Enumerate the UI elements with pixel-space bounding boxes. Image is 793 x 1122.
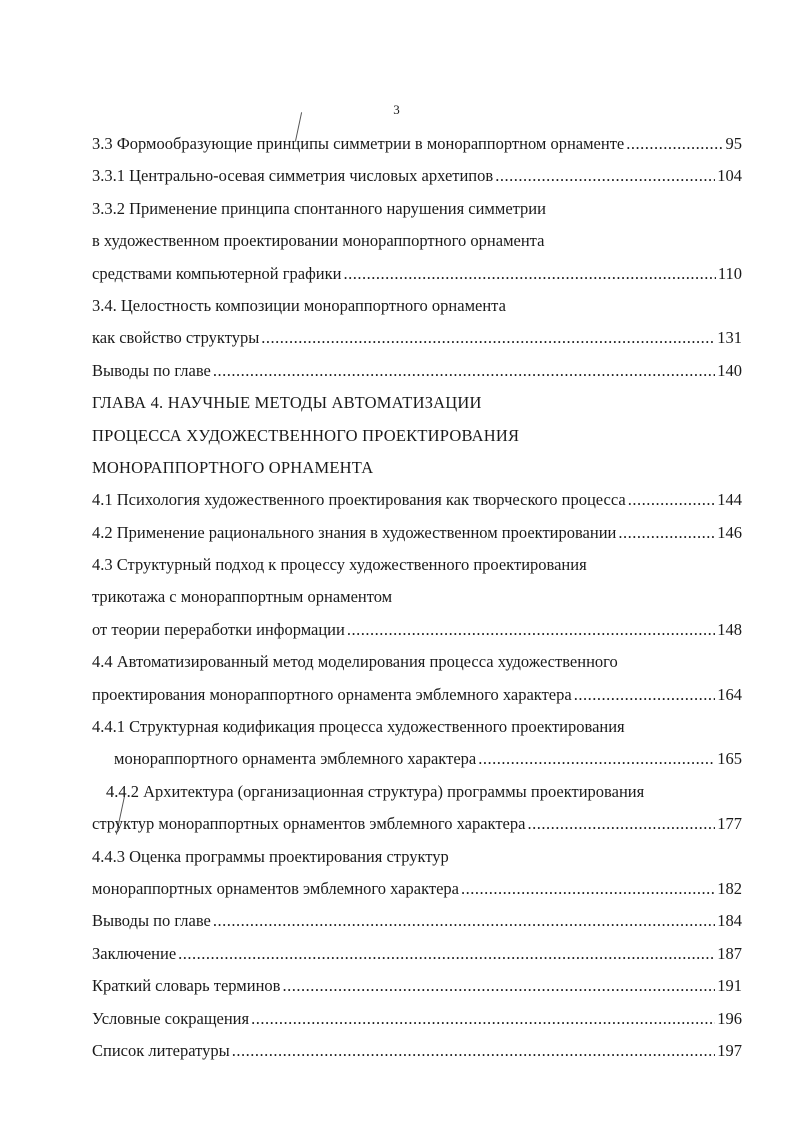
toc-page-number: 191 <box>717 976 742 996</box>
toc-page-number: 196 <box>717 1008 742 1028</box>
toc-entry <box>92 873 742 905</box>
toc-page-number: 165 <box>717 749 742 769</box>
toc-entry <box>92 1003 742 1035</box>
toc-leader-dots <box>347 614 715 646</box>
toc-entry-title: 4.4 Автоматизированный метод моделирования процесса художественного <box>92 652 618 672</box>
toc-leader-dots <box>527 808 715 840</box>
toc-entry-title: 4.3 Структурный подход к процессу художественного проектирования <box>92 555 587 575</box>
toc-leader-dots <box>213 355 715 387</box>
toc-entry-title: 4.2 Применение рационального знания в художественном проектировании <box>92 522 617 542</box>
toc-leader-dots <box>628 484 716 516</box>
toc-leader-dots <box>461 873 715 905</box>
toc-page-number: 164 <box>717 684 742 704</box>
toc-entry-title: 4.4.2 Архитектура (организационная структура) программы проектирования <box>106 781 645 801</box>
toc-entry <box>92 484 742 516</box>
toc-leader-dots <box>574 679 716 711</box>
toc-leader-dots <box>282 970 715 1002</box>
toc-page-number: 95 <box>725 134 742 153</box>
toc-entry-title: 3.3 Формообразующие принципы симметрии в монораппортном орнаменте <box>92 134 625 153</box>
toc-entry-title: средствами компьютерной графики <box>92 263 342 283</box>
toc-leader-dots <box>618 517 715 549</box>
toc-entry <box>92 938 742 970</box>
toc-entry-title: 3.3.2 Применение принципа спонтанного нарушения симметрии <box>92 198 546 218</box>
toc-entry <box>92 160 742 192</box>
toc-leader-dots <box>626 128 723 160</box>
toc-leader-dots <box>343 258 715 290</box>
toc-entry-title: структур монораппортных орнаментов эмблемного характера <box>92 814 526 834</box>
toc-chapter-heading <box>92 452 742 484</box>
toc-entry-title: Краткий словарь терминов <box>92 976 281 996</box>
toc-page-number: 131 <box>717 328 742 348</box>
toc-page-number: 148 <box>717 619 742 639</box>
toc-entry-title: трикотажа с монораппортным орнаментом <box>92 587 393 607</box>
toc-entry-title: 4.4.3 Оценка программы проектирования структур <box>92 846 449 866</box>
toc-leader-dots <box>478 743 715 775</box>
toc-entry <box>92 711 742 743</box>
toc-entry-title: от теории переработки информации <box>92 619 345 639</box>
toc-leader-dots <box>213 905 715 937</box>
toc-entry-title: Выводы по главе <box>92 911 211 931</box>
toc-entry-title: 4.4.1 Структурная кодификация процесса художественного проектирования <box>92 717 625 737</box>
toc-entry <box>92 549 742 581</box>
toc-page-number: 184 <box>717 911 742 931</box>
toc-entry <box>92 646 742 678</box>
toc-entry-title: МОНОРАППОРТНОГО ОРНАМЕНТА <box>92 457 374 477</box>
toc-entry <box>92 290 742 322</box>
toc-page-number: 177 <box>717 814 742 834</box>
toc-entry <box>92 679 742 711</box>
toc-entry-title: в художественном проектировании монораппортного орнамента <box>92 231 545 251</box>
toc-page-number: 182 <box>717 878 742 898</box>
toc-chapter-heading <box>92 387 742 419</box>
toc-page-number: 146 <box>717 522 742 542</box>
page-number: 3 <box>393 102 400 117</box>
toc-entry-title: 4.1 Психология художественного проектирования как творческого процесса <box>92 490 626 510</box>
toc-entry <box>92 905 742 937</box>
toc-entry <box>92 225 742 257</box>
toc-entry <box>92 743 742 775</box>
toc-entry-title: Список литературы <box>92 1040 230 1060</box>
toc-entry <box>92 581 742 613</box>
toc-leader-dots <box>178 938 715 970</box>
toc-entry-title: как свойство структуры <box>92 328 260 348</box>
toc-leader-dots <box>261 322 715 354</box>
toc-entry-title: Выводы по главе <box>92 360 211 380</box>
toc-entry-title: 3.3.1 Центрально-осевая симметрия числовых архетипов <box>92 166 494 186</box>
toc-entry <box>92 614 742 646</box>
toc-page-number: 140 <box>717 360 742 380</box>
toc-entry <box>92 1035 742 1067</box>
toc-entry <box>92 322 742 354</box>
toc-entry-title: ПРОЦЕССА ХУДОЖЕСТВЕННОГО ПРОЕКТИРОВАНИЯ <box>92 425 520 445</box>
toc-entry-title: монораппортного орнамента эмблемного характера <box>114 749 477 769</box>
toc-page-number: 187 <box>717 943 742 963</box>
toc-page-number: 110 <box>717 263 742 283</box>
toc-entry-title: проектирования монораппортного орнамента эмблемного характера <box>92 684 572 704</box>
toc-entry <box>92 808 742 840</box>
toc-page-number: 104 <box>717 166 742 186</box>
toc-entry <box>92 258 742 290</box>
toc-page-number: 197 <box>717 1040 742 1060</box>
toc-leader-dots <box>232 1035 716 1067</box>
toc-entry-title: 3.4. Целостность композиции монораппортного орнамента <box>92 295 506 315</box>
toc-entry-title: ГЛАВА 4. НАУЧНЫЕ МЕТОДЫ АВТОМАТИЗАЦИИ <box>92 393 482 413</box>
toc-entry-title: Условные сокращения <box>92 1008 250 1028</box>
toc-page-number: 144 <box>717 490 742 510</box>
toc-entry <box>92 128 742 160</box>
toc-chapter-heading <box>92 420 742 452</box>
table-of-contents <box>92 128 742 1067</box>
toc-entry <box>92 193 742 225</box>
toc-entry-title: монораппортных орнаментов эмблемного характера <box>92 878 459 898</box>
toc-entry <box>92 970 742 1002</box>
toc-entry <box>92 355 742 387</box>
toc-entry <box>92 841 742 873</box>
toc-entry-title: Заключение <box>92 943 177 963</box>
toc-entry <box>92 517 742 549</box>
toc-entry <box>92 776 742 808</box>
toc-leader-dots <box>495 160 715 192</box>
toc-leader-dots <box>251 1003 715 1035</box>
